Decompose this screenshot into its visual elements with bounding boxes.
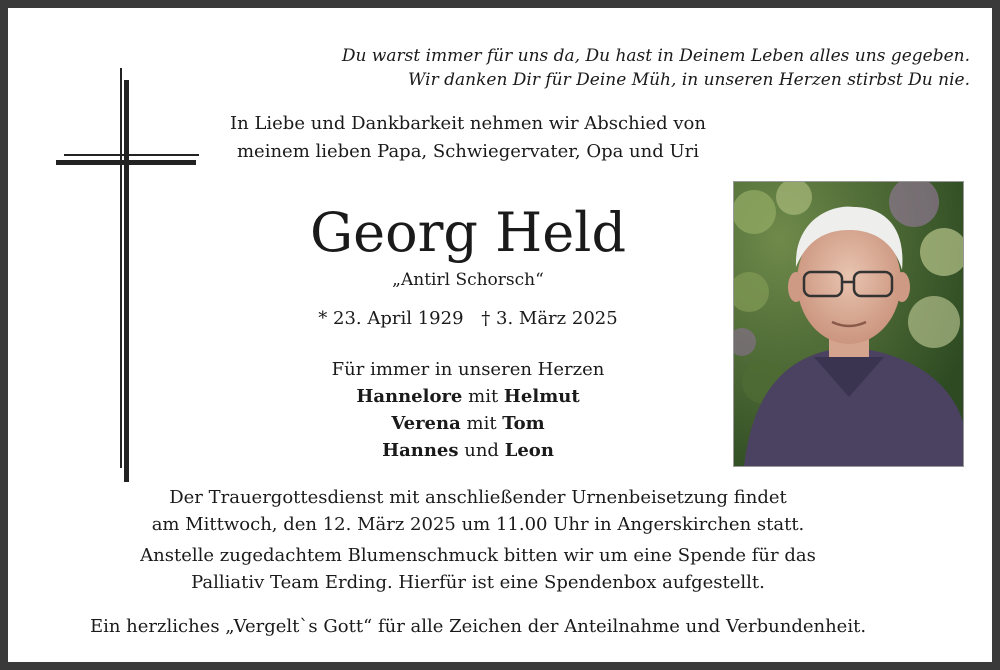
family-row	[268, 410, 668, 437]
family-row	[268, 437, 668, 464]
service-line-2: am Mittwoch, den 12. März 2025 um 11.00 Uhr in Angerskirchen statt.	[151, 514, 805, 535]
family-member: Helmut	[503, 386, 580, 407]
family-intro: Für immer in unseren Herzen	[331, 359, 605, 380]
service-details	[88, 484, 868, 538]
deceased-nickname: „Antirl Schorsch“	[392, 270, 544, 290]
thanks-note: Ein herzliches „Vergelt`s Gott“ für alle Zeichen der Anteilnahme und Verbundenheit.	[89, 616, 867, 637]
donation-line-2: Palliativ Team Erding. Hierfür ist eine Spendenbox aufgestellt.	[191, 572, 765, 593]
service-line-1: Der Trauergottesdienst mit anschließender Urnenbeisetzung findet	[169, 487, 787, 508]
donation-line-1: Anstelle zugedachtem Blumenschmuck bitten wir um eine Spende für das	[140, 545, 816, 566]
quote-line-2: Wir danken Dir für Deine Müh, in unseren Herzen stirbst Du nie.	[407, 70, 970, 90]
family-member: Verena	[391, 413, 461, 434]
cross-icon	[8, 8, 208, 488]
birth-date: * 23. April 1929	[318, 308, 464, 329]
family-row	[268, 383, 668, 410]
family-list	[268, 356, 668, 464]
family-connector: mit	[468, 386, 499, 407]
family-member: Hannelore	[356, 386, 463, 407]
deceased-name: Georg Held	[309, 201, 627, 264]
intro-line-1: In Liebe und Dankbarkeit nehmen wir Abschied von	[230, 113, 706, 134]
farewell-intro	[208, 110, 728, 166]
memorial-quote	[308, 44, 970, 92]
portrait-photo	[733, 181, 964, 467]
death-date: † 3. März 2025	[481, 308, 618, 329]
life-dates	[268, 306, 668, 332]
family-member: Hannes	[382, 440, 459, 461]
intro-line-2: meinem lieben Papa, Schwiegervater, Opa und Uri	[236, 141, 700, 162]
family-member: Tom	[502, 413, 545, 434]
family-member: Leon	[504, 440, 554, 461]
quote-line-1: Du warst immer für uns da, Du hast in Deinem Leben alles uns gegeben.	[341, 46, 970, 66]
family-connector: und	[464, 440, 499, 461]
family-connector: mit	[466, 413, 497, 434]
donation-note	[88, 542, 868, 596]
